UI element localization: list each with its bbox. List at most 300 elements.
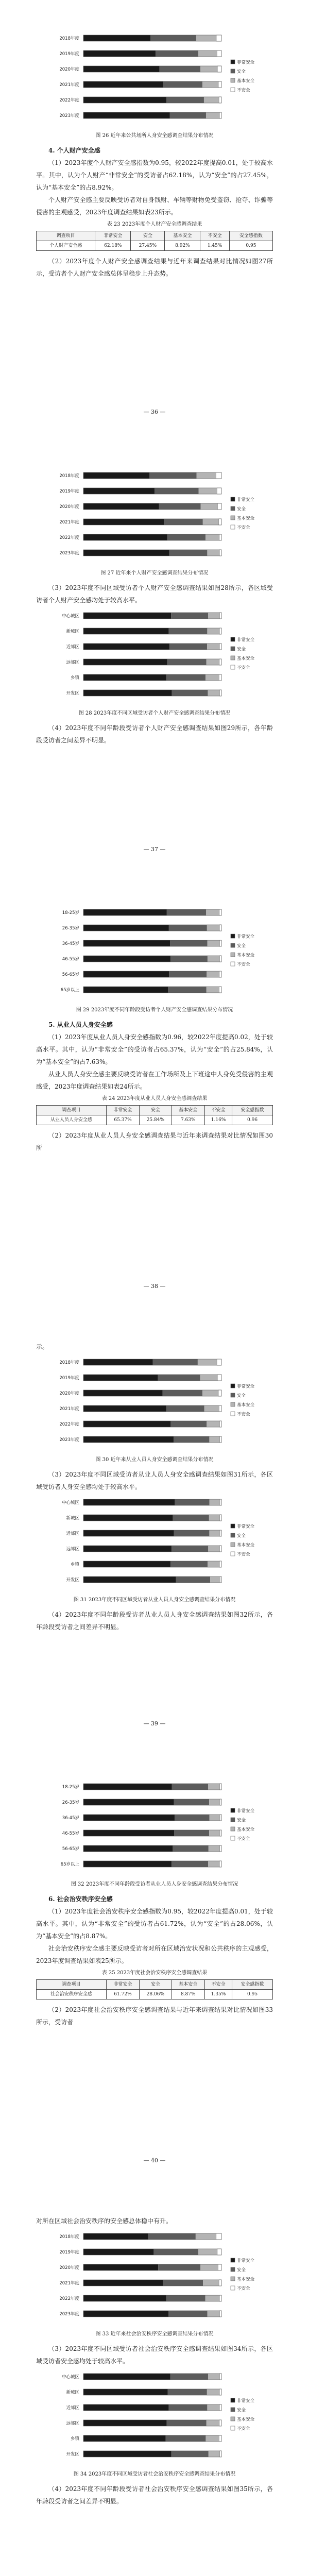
stacked-bar-chart-fig-29 [36, 903, 273, 1004]
legend-label: 非常安全 [237, 497, 255, 503]
bar-segment [83, 2420, 167, 2426]
bar-segment [220, 1815, 221, 1821]
bar-segment [217, 1359, 221, 1365]
bar-segment [220, 690, 221, 696]
bar-segment [83, 66, 160, 72]
legend-label: 安全 [237, 647, 246, 652]
paragraph: 个人财产安全感主要反映受访者对自身钱财、车辆等财物免受盗窃、抢夺、诈骗等侵害的主观感受，2023年度调查结果如表23所示。 [36, 196, 273, 216]
bar-segment [218, 1390, 221, 1396]
bar-segment [199, 488, 217, 494]
legend-swatch [231, 1412, 235, 1416]
bar-segment [205, 674, 219, 681]
legend-label: 非常安全 [237, 934, 255, 940]
bar-category-label: 2019年度 [59, 2249, 79, 2255]
bar-segment [220, 1799, 221, 1805]
paragraph: 从业人员人身安全感主要反映受访者在工作场所及上下班途中人身免受侵害的主观感受，2023年度调查结果如表24所示。 [36, 1071, 273, 1091]
bar-segment [219, 909, 221, 916]
bar-segment [167, 2389, 207, 2395]
legend-swatch [231, 2417, 235, 2421]
bar-segment [200, 66, 217, 72]
bar-segment [220, 1499, 221, 1505]
paragraph: （3）2023年度不同区域受访者从业人员人身安全感调查结果如图31所示，各区域受访者人身安全感均处于较高水平。 [36, 1470, 273, 1490]
bar-segment [156, 50, 198, 57]
bar-category-label: 2021年度 [59, 2280, 79, 2286]
legend-label: 安全 [237, 2267, 246, 2273]
paragraph: （4）2023年度不同年龄段受访者社会治安秩序安全感调查结果如图35所示，各年龄段受访者之间差异不明显。 [36, 2485, 273, 2505]
bar-segment [207, 643, 219, 650]
table-header-cell: 调查项目 [37, 1980, 107, 1990]
table-cell: 0.95 [229, 241, 272, 251]
legend-label: 非常安全 [237, 1384, 255, 1389]
bar-segment [83, 1375, 158, 1381]
bar-segment [220, 1436, 221, 1443]
legend-swatch [231, 1552, 235, 1556]
page-37 [0, 437, 309, 875]
table-header-cell: 调查项目 [37, 1106, 107, 1115]
bar-segment [219, 2404, 221, 2411]
table-caption: 表 23 2023年度个人财产安全感调查结果 [107, 222, 202, 227]
bar-category-label: 2022年度 [59, 2296, 79, 2301]
table-header-cell: 基本安全 [171, 1106, 205, 1115]
bar-category-label: 18-25岁 [62, 910, 79, 916]
bar-segment [174, 1530, 210, 1536]
legend-swatch [231, 2267, 235, 2272]
bar-segment [83, 1530, 174, 1536]
bar-segment [83, 1421, 170, 1427]
table-cell: 0.96 [232, 1115, 273, 1125]
bar-segment [169, 550, 208, 556]
bar-segment [219, 987, 221, 993]
table-header-cell: 安全 [140, 1980, 171, 1990]
bar-segment [169, 925, 207, 931]
legend-label: 基本安全 [237, 2277, 255, 2282]
legend-swatch [231, 943, 235, 947]
bar-category-label: 新城区 [66, 1515, 79, 1521]
bar-segment [83, 1390, 163, 1396]
bar-segment [206, 112, 219, 118]
bar-category-label: 2021年度 [59, 82, 79, 88]
bar-segment [219, 519, 221, 525]
page-38 [0, 874, 309, 1312]
bar-segment [83, 987, 168, 993]
bar-segment [165, 2435, 205, 2442]
legend-swatch [231, 2286, 235, 2290]
table-header-cell: 不安全 [205, 1980, 232, 1990]
legend-label: 不安全 [237, 88, 250, 93]
bar-segment [217, 50, 221, 57]
bar-segment [175, 1499, 209, 1505]
page-number: — 38 — [143, 1283, 166, 1290]
legend-label: 安全 [237, 1818, 246, 1823]
bar-segment [219, 1861, 221, 1867]
legend-label: 基本安全 [237, 656, 255, 662]
bar-segment [219, 659, 221, 665]
bar-segment [83, 2249, 153, 2255]
table-cell: 65.37% [106, 1115, 140, 1125]
table-header-row [37, 1980, 273, 1990]
bar-category-label: 远郊区 [66, 2420, 79, 2426]
paragraph: （4）2023年度不同年龄段受访者个人财产安全感调查结果如图29所示，各年龄段受访者之间差异不明显。 [36, 724, 273, 744]
legend-label: 基本安全 [237, 2417, 255, 2422]
page-content [36, 29, 273, 280]
bar-segment [83, 472, 149, 479]
bar-segment [219, 97, 221, 103]
bar-segment [220, 1546, 221, 1552]
figure-caption: 图 31 2023年度不同区域受访者从业人员人身安全感调查结果分布情况 [73, 1597, 236, 1603]
paragraph: （3）2023年度不同区域受访者个人财产安全感调查结果如图28所示，各区域受访者个人财产安全感均处于较高水平。 [36, 584, 273, 604]
bar-segment [207, 659, 219, 665]
bar-segment [83, 2404, 169, 2411]
paragraph: （1）2023年度个人财产安全感指数为0.95，较2022年度提高0.01，处于较高水平。其中，认为个人财产“非常安全”的受访者占62.18%，认为“安全”的占27.45%，认为“基本安全”的占8.92%。 [36, 159, 273, 191]
table-caption: 表 24 2023年度从业人员人身安全感调查结果 [101, 1096, 208, 1102]
bar-segment [83, 2311, 168, 2317]
bar-category-label: 46-55岁 [62, 957, 79, 962]
bar-segment [153, 2249, 198, 2255]
bar-segment [83, 1784, 172, 1790]
bar-segment [216, 472, 221, 479]
legend-swatch [231, 962, 235, 966]
legend-swatch [231, 637, 235, 641]
bar-segment [169, 971, 207, 977]
legend-swatch [231, 1818, 235, 1822]
bar-segment [170, 1421, 207, 1427]
bar-segment [167, 909, 206, 916]
bar-segment [83, 81, 163, 88]
bar-segment [83, 1861, 171, 1867]
bar-segment [209, 1515, 220, 1521]
legend-label: 基本安全 [237, 1543, 255, 1548]
bar-category-label: 远郊区 [66, 659, 79, 665]
legend-label: 基本安全 [237, 78, 255, 84]
legend-label: 非常安全 [237, 60, 255, 65]
legend-swatch [231, 953, 235, 957]
bar-category-label: 远郊区 [66, 1546, 79, 1552]
legend-swatch [231, 497, 235, 501]
bar-segment [168, 2311, 207, 2317]
legend-swatch [231, 1402, 235, 1406]
bar-segment [83, 2233, 148, 2240]
legend-label: 非常安全 [237, 1524, 255, 1530]
paragraph: （2）2023年度个人财产安全感调查结果与近年来调查结果对比情况如图27所示，受访者个人财产安全感总体呈稳步上升态势。 [36, 258, 273, 277]
bar-segment [203, 2280, 219, 2286]
page-content [36, 1341, 273, 1633]
bar-segment [219, 550, 221, 556]
bar-category-label: 2021年度 [59, 1406, 79, 1412]
bar-segment [219, 925, 221, 931]
bar-segment [220, 613, 221, 619]
legend-swatch [231, 506, 235, 511]
legend-swatch [231, 2277, 235, 2281]
bar-segment [176, 1577, 210, 1583]
bar-segment [167, 659, 207, 665]
legend-label: 基本安全 [237, 516, 255, 521]
bar-segment [154, 488, 198, 494]
legend-swatch [231, 1836, 235, 1840]
figure-caption: 图 29 2023年度不同年龄段受访者个人财产安全感调查结果分布情况 [76, 1007, 233, 1013]
bar-segment [200, 1375, 217, 1381]
bar-segment [83, 1799, 174, 1805]
bar-category-label: 中心城区 [61, 613, 79, 619]
bar-segment [83, 1499, 175, 1505]
bar-segment [170, 112, 206, 118]
table-header-cell: 不安全 [200, 231, 229, 241]
bar-segment [198, 50, 217, 57]
legend-label: 安全 [237, 1533, 246, 1539]
paragraph: 社会治安秩序安全感主要反映受访者对所在区域治安状况和公共秩序的主观感受，2023年度调查结果如表25所示。 [36, 1945, 273, 1965]
paragraph: （2）2023年度社会治安秩序安全感调查结果与近年来调查结果对比情况如图33所示，受访者 [36, 2006, 273, 2026]
bar-segment [219, 1405, 221, 1412]
bar-segment [168, 987, 207, 993]
bar-segment [83, 628, 169, 634]
bar-segment [219, 2420, 221, 2426]
table-cell: 从业人员人身安全感 [37, 1115, 107, 1125]
table-header-cell: 安全感指数 [232, 1980, 273, 1990]
bar-segment [209, 2451, 220, 2457]
bar-segment [170, 956, 208, 962]
bar-segment [217, 488, 221, 494]
page-number: — 40 — [143, 2157, 166, 2164]
bar-segment [83, 1405, 166, 1412]
bar-segment [170, 2374, 208, 2380]
bar-segment [83, 925, 169, 931]
bar-segment [196, 472, 216, 479]
bar-category-label: 近郊区 [66, 644, 79, 650]
legend-label: 安全 [237, 943, 246, 949]
bar-category-label: 开发区 [66, 2451, 79, 2457]
bar-segment [210, 1815, 220, 1821]
bar-category-label: 18-25岁 [62, 1785, 79, 1790]
bar-segment [218, 81, 221, 88]
paragraph: （1）2023年度从业人员人身安全感指数为0.96，较2022年度提高0.02，处于较高水平。其中，认为“非常安全”的受访者占65.37%，认为“安全”的占25.84%，认为“基本安全”的占7.63%。 [36, 1033, 273, 1066]
bar-segment [218, 2264, 221, 2270]
legend-label: 非常安全 [237, 637, 255, 643]
table-header-cell: 非常安全 [106, 1980, 140, 1990]
bar-segment [220, 1577, 221, 1583]
bar-segment [209, 1436, 219, 1443]
legend-label: 非常安全 [237, 1808, 255, 1814]
stacked-bar-chart-fig-26 [36, 29, 273, 130]
table-header-row [37, 231, 273, 241]
bar-segment [173, 1515, 209, 1521]
bar-segment [172, 1784, 208, 1790]
bar-segment [204, 97, 219, 103]
table-header-cell: 安全感指数 [232, 1106, 273, 1115]
legend-label: 非常安全 [237, 2398, 255, 2404]
bar-segment [208, 1546, 219, 1552]
legend-swatch [231, 1808, 235, 1812]
bar-category-label: 2023年度 [59, 1437, 79, 1443]
bar-category-label: 2019年度 [59, 488, 79, 494]
bar-segment [172, 690, 208, 696]
bar-segment [166, 2295, 205, 2301]
legend-label: 不安全 [237, 2426, 250, 2432]
bar-segment [83, 2280, 163, 2286]
page-number: — 39 — [143, 1720, 166, 1727]
bar-segment [169, 643, 207, 650]
paragraph-continuation: 对所在区域社会治安秩序的安全感总体稳中有升。 [36, 2217, 173, 2225]
bar-segment [83, 1830, 174, 1836]
bar-segment [148, 2233, 195, 2240]
legend-label: 基本安全 [237, 1402, 255, 1408]
legend-label: 不安全 [237, 665, 250, 671]
table-cell: 28.06% [140, 1990, 171, 1999]
bar-segment [83, 940, 170, 946]
figure-caption: 图 26 近年来公共场所人身安全感调查结果分布情况 [95, 133, 214, 139]
bar-segment [208, 1784, 220, 1790]
bar-segment [207, 2404, 219, 2411]
bar-category-label: 2019年度 [59, 52, 79, 57]
legend-swatch [231, 647, 235, 651]
bar-segment [83, 50, 156, 57]
legend-swatch [231, 656, 235, 660]
table-cell: 8.92% [165, 241, 200, 251]
paragraph: （2）2023年度从业人员人身安全感调查结果与近年来调查结果对比情况如图30所 [36, 1132, 273, 1152]
figure-caption: 图 27 近年来个人财产安全感调查结果分布情况 [100, 570, 209, 576]
bar-segment [219, 971, 221, 977]
bar-segment [174, 1436, 209, 1443]
paragraph: （1）2023年度社会治安秩序安全感指数为0.95，较2022年度提高0.01，处于较高水平。其中，认为“非常安全”的受访者占61.72%，认为“安全”的占28.06%，认为“基本安全”的占8.87%。 [36, 1908, 273, 1940]
table-header-cell: 基本安全 [165, 231, 200, 241]
bar-segment [202, 81, 218, 88]
bar-segment [83, 1546, 171, 1552]
bar-segment [200, 2264, 218, 2270]
figure-caption: 图 32 2023年度不同年龄段受访者从业人员人身安全感调查结果分布情况 [71, 1882, 238, 1888]
figure-caption: 图 30 近年来从业人员人身安全感调查结果分布情况 [95, 1456, 214, 1463]
table-cell: 61.72% [106, 1990, 140, 1999]
legend-swatch [231, 69, 235, 73]
bar-segment [208, 613, 220, 619]
bar-segment [208, 1861, 219, 1867]
legend-swatch [231, 1524, 235, 1528]
bar-category-label: 2019年度 [59, 1375, 79, 1381]
bar-category-label: 2022年度 [59, 98, 79, 103]
bar-segment [217, 503, 221, 510]
legend-swatch [231, 1384, 235, 1388]
bar-segment [220, 1830, 221, 1836]
table-caption: 表 25 2023年度社会治安秩序安全感调查结果 [101, 1970, 208, 1976]
bar-segment [203, 519, 219, 525]
stacked-bar-chart-fig-33 [36, 2227, 273, 2328]
bar-segment [83, 613, 171, 619]
table-header-cell: 基本安全 [171, 1980, 205, 1990]
bar-segment [83, 971, 169, 977]
results-table [36, 1979, 273, 1999]
bar-segment [205, 2435, 219, 2442]
bar-segment [217, 1375, 221, 1381]
table-header-cell: 调查项目 [37, 231, 95, 241]
bar-category-label: 2023年度 [59, 550, 79, 556]
bar-category-label: 2020年度 [59, 67, 79, 72]
legend-swatch [231, 516, 235, 520]
bar-category-label: 2023年度 [59, 113, 79, 118]
stacked-bar-chart-fig-32 [36, 1777, 273, 1878]
bar-segment [208, 690, 219, 696]
bar-segment [166, 674, 206, 681]
bar-category-label: 46-55岁 [62, 1831, 79, 1837]
bar-category-label: 36-45岁 [62, 1816, 79, 1821]
bar-segment [208, 2311, 220, 2317]
bar-segment [160, 66, 200, 72]
bar-category-label: 2018年度 [59, 1360, 79, 1365]
bar-category-label: 乡镇 [70, 2436, 79, 2442]
bar-segment [83, 643, 169, 650]
bar-segment [83, 112, 170, 118]
bar-segment [219, 628, 221, 634]
bar-segment [171, 613, 208, 619]
bar-segment [171, 1861, 208, 1867]
bar-category-label: 开发区 [66, 1577, 79, 1583]
bar-segment [210, 1499, 220, 1505]
paragraph-continuation: 示。 [36, 1343, 49, 1350]
bar-segment [167, 2420, 207, 2426]
page-content [36, 466, 273, 747]
bar-segment [219, 643, 221, 650]
bar-segment [83, 488, 154, 494]
bar-segment [205, 534, 219, 540]
bar-category-label: 2023年度 [59, 2311, 79, 2317]
bar-category-label: 2018年度 [59, 473, 79, 479]
legend-label: 不安全 [237, 1836, 250, 1842]
page-content [36, 1777, 273, 2028]
bar-segment [207, 2389, 219, 2395]
legend-label: 安全 [237, 506, 246, 512]
bar-segment [204, 1405, 219, 1412]
table-cell: 社会治安秩序安全感 [37, 1990, 107, 1999]
bar-segment [150, 35, 196, 41]
bar-segment [83, 519, 164, 525]
results-table [36, 231, 273, 251]
legend-label: 不安全 [237, 525, 250, 531]
legend-label: 基本安全 [237, 953, 255, 958]
legend-swatch [231, 525, 235, 529]
bar-segment [207, 550, 219, 556]
bar-segment [83, 2374, 170, 2380]
bar-category-label: 乡镇 [70, 675, 79, 681]
bar-segment [220, 1784, 221, 1790]
bar-segment [83, 659, 167, 665]
bar-segment [83, 2435, 165, 2442]
stacked-bar-chart-fig-31 [36, 1493, 273, 1594]
table-row [37, 1115, 273, 1125]
bar-segment [166, 1405, 204, 1412]
legend-label: 安全 [237, 69, 246, 75]
stacked-bar-chart-fig-30 [36, 1353, 273, 1454]
bar-segment [83, 674, 166, 681]
bar-segment [170, 940, 208, 946]
bar-segment [220, 1530, 221, 1536]
section-heading: 6. 社会治安秩序安全感 [48, 1895, 113, 1903]
legend-swatch [231, 78, 235, 82]
bar-category-label: 26-35岁 [62, 926, 79, 931]
bar-segment [209, 1799, 220, 1805]
bar-segment [83, 909, 167, 916]
bar-segment [83, 956, 170, 962]
bar-segment [220, 1515, 221, 1521]
bar-segment [170, 1561, 208, 1567]
page-number: — 37 — [143, 845, 166, 853]
table-cell: 个人财产安全感 [37, 241, 95, 251]
bar-segment [174, 1830, 209, 1836]
page-content [36, 903, 273, 1154]
bar-segment [216, 35, 221, 41]
legend-label: 不安全 [237, 1552, 250, 1557]
page-39 [0, 1312, 309, 1749]
bar-category-label: 56-65岁 [62, 972, 79, 978]
legend-swatch [231, 1827, 235, 1831]
bar-segment [163, 81, 202, 88]
table-header-row [37, 1106, 273, 1115]
bar-category-label: 2022年度 [59, 1421, 79, 1427]
